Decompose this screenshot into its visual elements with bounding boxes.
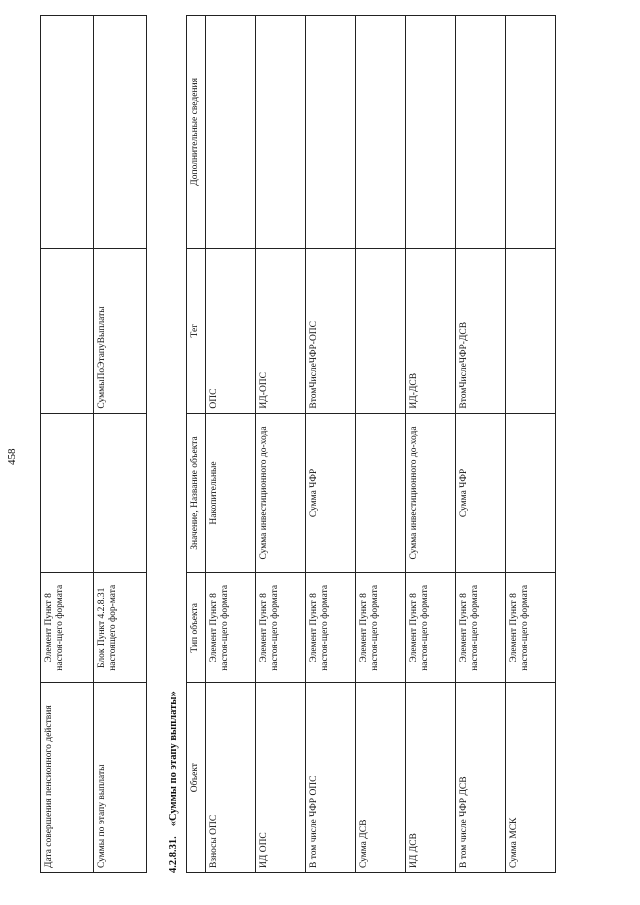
cell-tag — [356, 248, 406, 413]
table-row — [456, 16, 506, 873]
cell-value: Сумма ЧФР — [306, 413, 356, 573]
cell-type: Элемент Пункт 8 настоя-щего формата — [506, 573, 556, 683]
section-heading — [168, 691, 179, 873]
cell-object: Дата совершения пенсионного действия — [41, 683, 94, 873]
cell-extra — [456, 16, 506, 249]
cell-type: Элемент Пункт 8 настоя-щего формата — [456, 573, 506, 683]
page-number: 458 — [6, 448, 18, 465]
cell-object: Сумма ДСВ — [356, 683, 406, 873]
header-tag: Тег — [187, 248, 206, 413]
table-row — [406, 16, 456, 873]
cell-object: Взносы ОПС — [206, 683, 256, 873]
sums-table — [186, 15, 556, 873]
cell-tag — [506, 248, 556, 413]
cell-tag: СуммыПоЭтапуВыплаты — [94, 248, 147, 413]
table-row — [306, 16, 356, 873]
cell-extra — [206, 16, 256, 249]
cell-value — [41, 413, 94, 573]
cell-type: Элемент Пункт 8 настоя-щего формата — [406, 573, 456, 683]
cell-object: ИД ДСВ — [406, 683, 456, 873]
cell-tag — [41, 248, 94, 413]
cell-extra — [94, 16, 147, 249]
cell-tag: ВтомЧислеЧФР-ДСВ — [456, 248, 506, 413]
cell-type: Элемент Пункт 8 настоя-щего формата — [256, 573, 306, 683]
cell-object: Суммы по этапу выплаты — [94, 683, 147, 873]
table-row — [506, 16, 556, 873]
cell-value: Сумма инвестиционного до-хода — [256, 413, 306, 573]
table-row — [356, 16, 406, 873]
cell-value: Накопительные — [206, 413, 256, 573]
cell-value: Сумма инвестиционного до-хода — [406, 413, 456, 573]
cell-value — [506, 413, 556, 573]
cell-value — [356, 413, 406, 573]
section-number: 4.2.8.31. — [168, 836, 179, 873]
header-extra: Дополнительные сведения — [187, 16, 206, 249]
cell-tag: ИД-ОПС — [256, 248, 306, 413]
cell-extra — [356, 16, 406, 249]
header-value: Значение, Название объекта — [187, 413, 206, 573]
cell-tag: ВтомЧислеЧФР-ОПС — [306, 248, 356, 413]
cell-object: Сумма МСК — [506, 683, 556, 873]
cell-object: В том числе ЧФР ОПС — [306, 683, 356, 873]
cell-tag: ОПС — [206, 248, 256, 413]
cell-type: Элемент Пункт 8 настоя-щего формата — [356, 573, 406, 683]
cell-type: Блок Пункт 4.2.8.31 настоящего фор-мата — [94, 573, 147, 683]
cell-type: Элемент Пункт 8 настоя-щего формата — [41, 573, 94, 683]
cell-extra — [306, 16, 356, 249]
cell-extra — [406, 16, 456, 249]
table-header-row — [187, 16, 206, 873]
cell-object: ИД ОПС — [256, 683, 306, 873]
table-row — [206, 16, 256, 873]
cell-type: Элемент Пункт 8 настоя-щего формата — [206, 573, 256, 683]
cell-object: В том числе ЧФР ДСВ — [456, 683, 506, 873]
header-type: Тип объекта — [187, 573, 206, 683]
cell-extra — [506, 16, 556, 249]
section-title: «Суммы по этапу выплаты» — [168, 691, 179, 827]
table-row — [41, 16, 94, 873]
cell-type: Элемент Пункт 8 настоя-щего формата — [306, 573, 356, 683]
table-row — [94, 16, 147, 873]
cell-tag: ИД-ДСВ — [406, 248, 456, 413]
table-row — [256, 16, 306, 873]
cell-extra — [41, 16, 94, 249]
cell-value: Сумма ЧФР — [456, 413, 506, 573]
previous-block-table — [40, 15, 147, 873]
cell-extra — [256, 16, 306, 249]
header-object: Объект — [187, 683, 206, 873]
cell-value — [94, 413, 147, 573]
